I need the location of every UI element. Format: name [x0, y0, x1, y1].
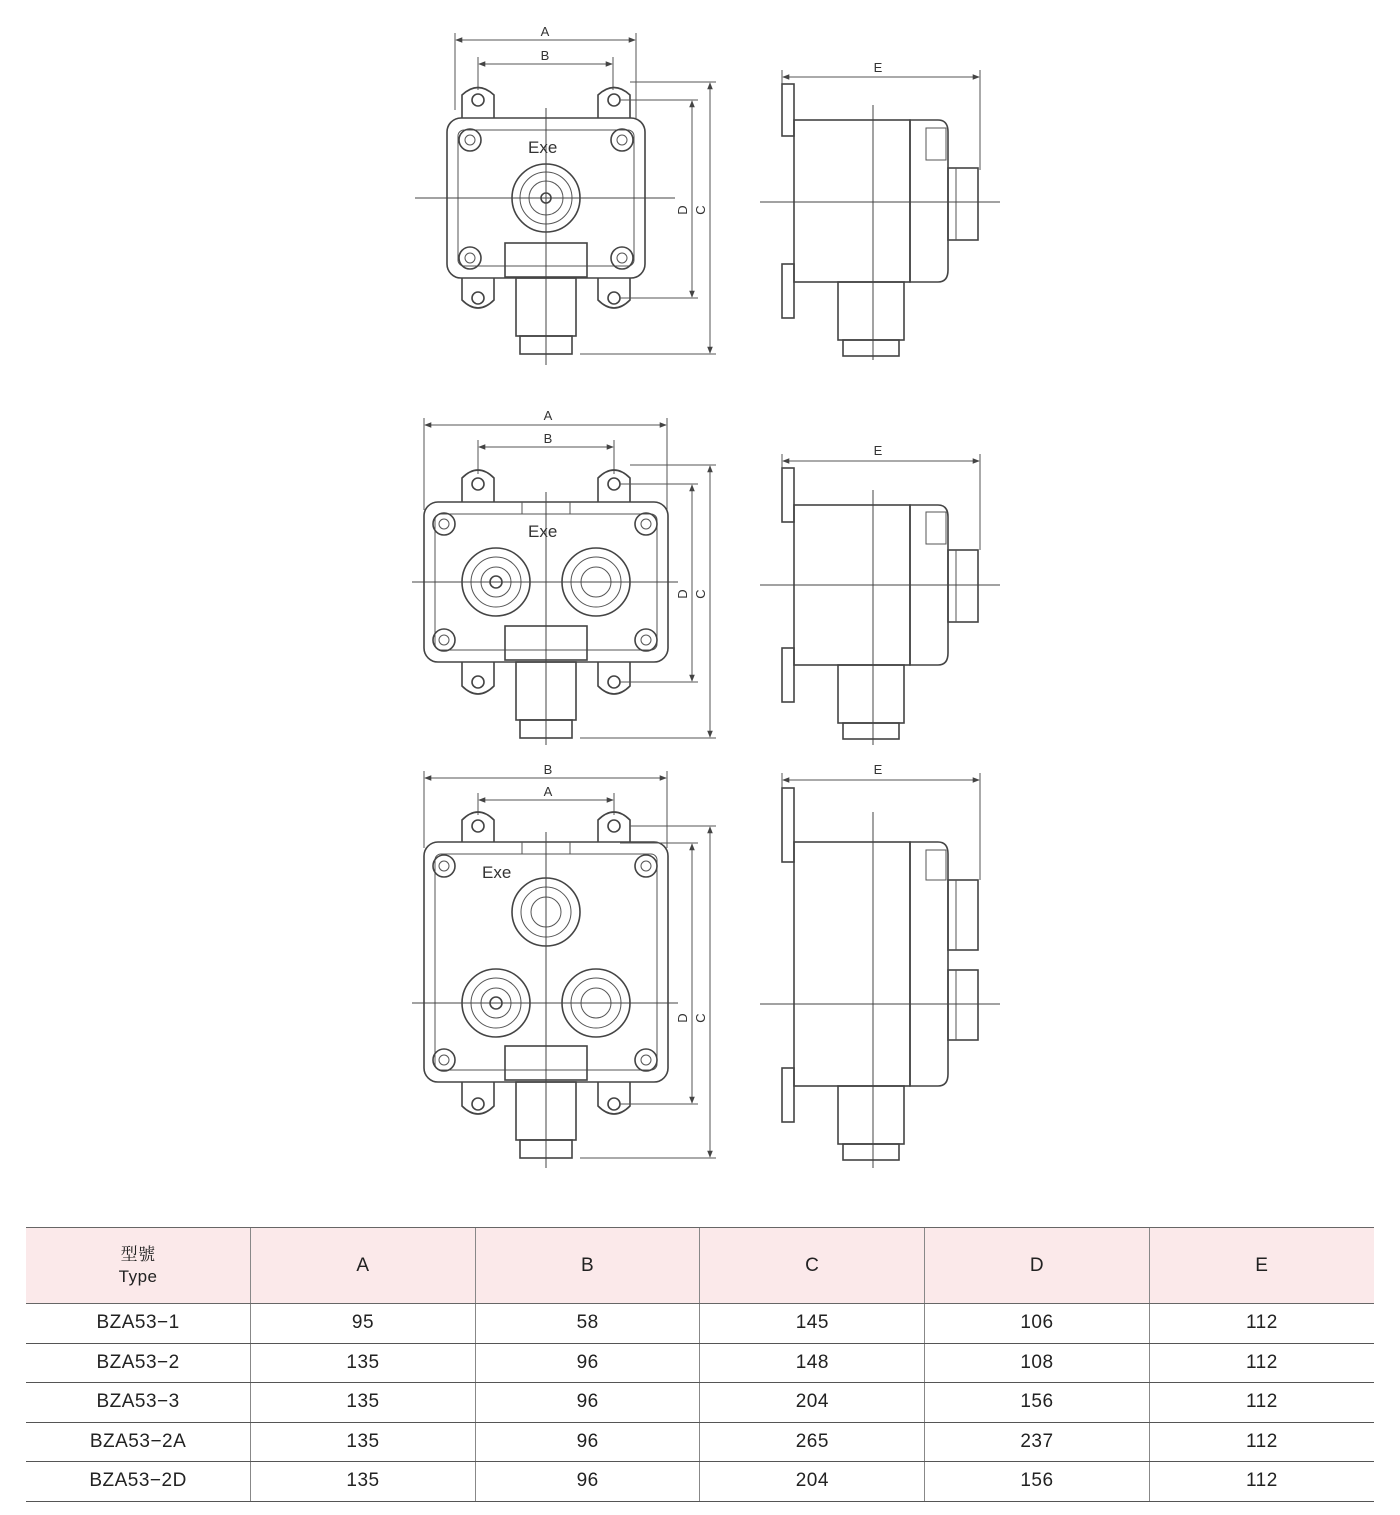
- header-a: A: [251, 1228, 476, 1304]
- cell-a: 135: [251, 1343, 476, 1383]
- cell-d: 108: [925, 1343, 1150, 1383]
- cell-b: 96: [475, 1383, 700, 1423]
- cell-type: BZA53−2A: [26, 1422, 251, 1462]
- front-view-3: [412, 762, 716, 1168]
- side-view-2: [760, 443, 1000, 745]
- side-view-1: [760, 60, 1000, 360]
- header-d: D: [925, 1228, 1150, 1304]
- cell-a: 135: [251, 1383, 476, 1423]
- dim-label-side-outer: C: [693, 589, 708, 599]
- dim-label-top-outer: A: [543, 408, 553, 423]
- cell-type: BZA53−2: [26, 1343, 251, 1383]
- cell-b: 58: [475, 1304, 700, 1344]
- dim-label-top-inner: B: [543, 431, 553, 446]
- ex-marking: Exe: [528, 138, 558, 157]
- cell-c: 204: [700, 1462, 925, 1502]
- cell-e: 112: [1149, 1383, 1374, 1423]
- cell-c: 265: [700, 1422, 925, 1462]
- header-c: C: [700, 1228, 925, 1304]
- cell-b: 96: [475, 1422, 700, 1462]
- cell-type: BZA53−3: [26, 1383, 251, 1423]
- front-view-1: [415, 24, 716, 365]
- dimensions-table: [26, 1227, 1374, 1502]
- table-row: [26, 1383, 1374, 1423]
- dim-label-top-inner: B: [540, 48, 550, 63]
- dim-label-depth: E: [873, 60, 883, 75]
- ex-marking: Exe: [482, 863, 512, 882]
- table-row: [26, 1304, 1374, 1344]
- cell-e: 112: [1149, 1462, 1374, 1502]
- cell-d: 237: [925, 1422, 1150, 1462]
- cell-a: 135: [251, 1462, 476, 1502]
- cell-e: 112: [1149, 1304, 1374, 1344]
- dim-label-top-inner: A: [543, 784, 553, 799]
- header-b: B: [475, 1228, 700, 1304]
- cell-e: 112: [1149, 1422, 1374, 1462]
- table-row: [26, 1462, 1374, 1502]
- header-type: [26, 1228, 251, 1304]
- cell-e: 112: [1149, 1343, 1374, 1383]
- cell-b: 96: [475, 1343, 700, 1383]
- header-e: E: [1149, 1228, 1374, 1304]
- dim-label-side-inner: D: [675, 205, 690, 215]
- dim-label-side-outer: C: [693, 205, 708, 215]
- cell-d: 156: [925, 1462, 1150, 1502]
- cell-type: BZA53−2D: [26, 1462, 251, 1502]
- table-row: [26, 1422, 1374, 1462]
- ex-marking: Exe: [528, 522, 558, 541]
- cell-a: 135: [251, 1422, 476, 1462]
- dim-label-depth: E: [873, 443, 883, 458]
- dim-label-depth: E: [873, 762, 883, 777]
- side-view-3: [760, 762, 1000, 1168]
- cell-b: 96: [475, 1462, 700, 1502]
- front-view-2: [412, 408, 716, 745]
- cell-c: 148: [700, 1343, 925, 1383]
- table-header-row: [26, 1228, 1374, 1304]
- cell-type: BZA53−1: [26, 1304, 251, 1344]
- cell-c: 204: [700, 1383, 925, 1423]
- table-row: [26, 1343, 1374, 1383]
- header-type-zh: 型號: [120, 1244, 156, 1264]
- cell-d: 156: [925, 1383, 1150, 1423]
- cell-a: 95: [251, 1304, 476, 1344]
- cell-d: 106: [925, 1304, 1150, 1344]
- header-type-en: Type: [118, 1266, 158, 1286]
- cell-c: 145: [700, 1304, 925, 1344]
- dim-label-side-inner: D: [675, 589, 690, 599]
- dim-label-side-inner: D: [675, 1013, 690, 1023]
- dim-label-top-outer: B: [543, 762, 553, 777]
- dim-label-side-outer: C: [693, 1013, 708, 1023]
- dim-label-top-outer: A: [540, 24, 550, 39]
